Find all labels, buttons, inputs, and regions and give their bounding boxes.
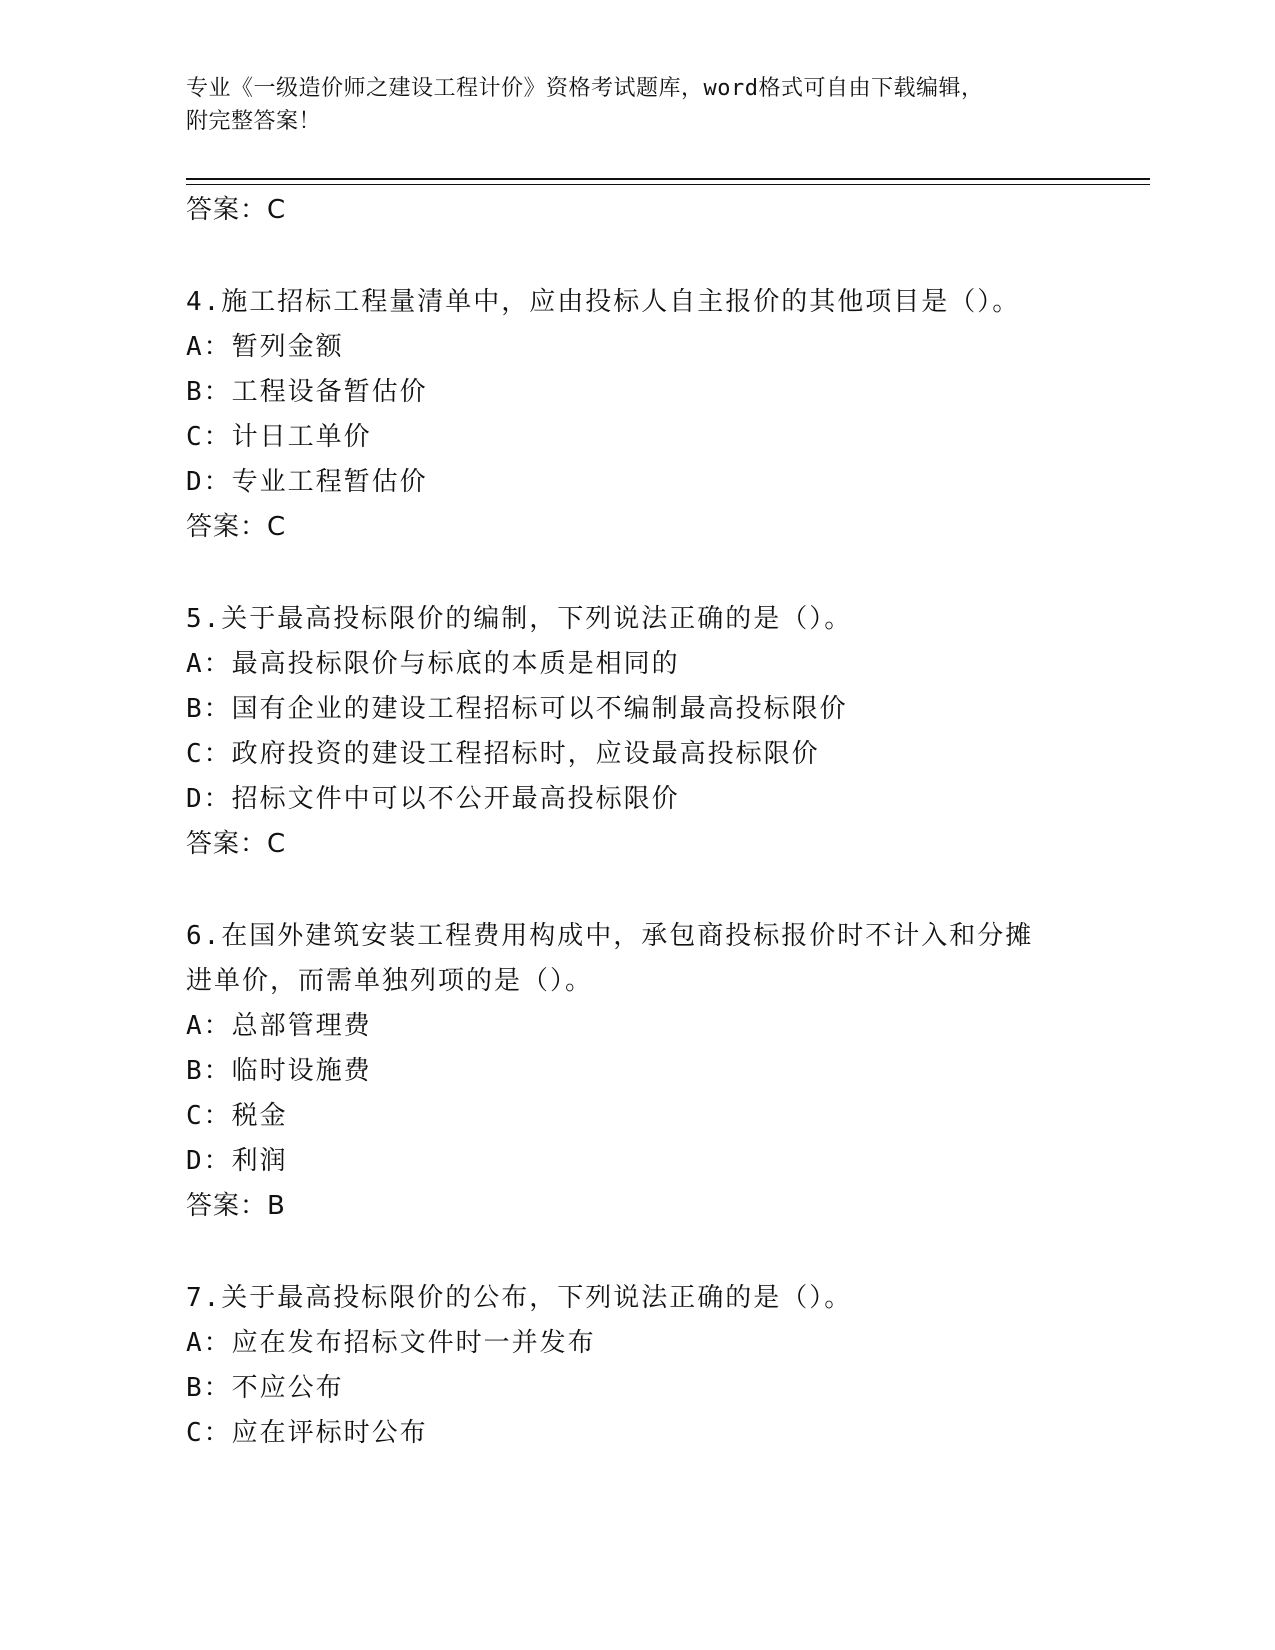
answer: 答案：B (186, 1191, 286, 1221)
previous-answer: 答案：C (186, 195, 287, 225)
spacer (186, 867, 1150, 914)
option-a: A：暂列金额 (186, 332, 344, 362)
question-stem: 4.施工招标工程量清单中，应由投标人自主报价的其他项目是（）。 (186, 287, 1021, 317)
question-7 (186, 1276, 1150, 1456)
question-4 (186, 280, 1150, 550)
option-c: C：计日工单价 (186, 422, 372, 452)
option-a: A：总部管理费 (186, 1011, 372, 1041)
option-d: D：专业工程暂估价 (186, 467, 428, 497)
question-6 (186, 914, 1150, 1229)
answer: 答案：C (186, 829, 287, 859)
page-header (186, 72, 1066, 138)
option-d: D：招标文件中可以不公开最高投标限价 (186, 784, 680, 814)
option-b: B：国有企业的建设工程招标可以不编制最高投标限价 (186, 694, 848, 724)
question-stem-line-2: 进单价，而需单独列项的是（）。 (186, 966, 594, 996)
option-c: C：税金 (186, 1101, 288, 1131)
spacer (186, 550, 1150, 597)
option-c: C：应在评标时公布 (186, 1418, 428, 1448)
question-5 (186, 597, 1150, 867)
question-content (186, 188, 1150, 1456)
answer: 答案：C (186, 512, 287, 542)
option-a: A：最高投标限价与标底的本质是相同的 (186, 649, 680, 679)
option-c: C：政府投资的建设工程招标时，应设最高投标限价 (186, 739, 820, 769)
option-a: A：应在发布招标文件时一并发布 (186, 1328, 596, 1358)
spacer (186, 233, 1150, 280)
option-b: B：工程设备暂估价 (186, 377, 428, 407)
spacer (186, 1229, 1150, 1276)
header-line-1: 专业《一级造价师之建设工程计价》资格考试题库，word格式可自由下载编辑， (186, 76, 984, 101)
question-stem: 7.关于最高投标限价的公布，下列说法正确的是（）。 (186, 1283, 853, 1313)
option-b: B：临时设施费 (186, 1056, 372, 1086)
header-line-2: 附完整答案！ (186, 109, 322, 134)
option-b: B：不应公布 (186, 1373, 344, 1403)
question-stem-line-1: 6.在国外建筑安装工程费用构成中，承包商投标报价时不计入和分摊 (186, 921, 1034, 951)
question-stem: 5.关于最高投标限价的编制，下列说法正确的是（）。 (186, 604, 853, 634)
option-d: D：利润 (186, 1146, 288, 1176)
header-divider (186, 178, 1150, 185)
